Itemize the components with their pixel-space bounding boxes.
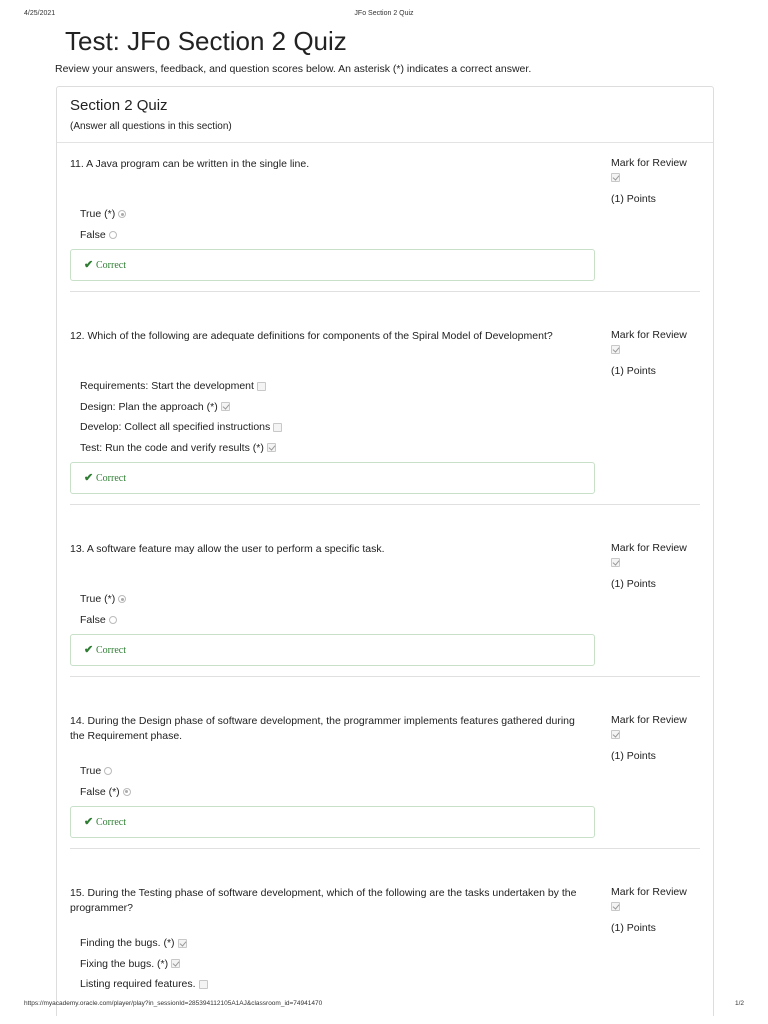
mark-for-review-label: Mark for Review	[611, 542, 687, 554]
answer-option[interactable]	[80, 782, 131, 803]
question-text: 13. A software feature may allow the user to perform a specific task.	[70, 543, 385, 555]
radio-button[interactable]	[109, 616, 117, 624]
feedback-text: Correct	[96, 260, 126, 271]
print-date: 4/25/2021	[24, 10, 56, 17]
feedback-text: Correct	[96, 817, 126, 828]
radio-button[interactable]	[118, 595, 126, 603]
page-title: Test: JFo Section 2 Quiz	[65, 26, 347, 56]
print-footer	[24, 1000, 744, 1010]
mark-for-review-checkbox[interactable]	[611, 345, 620, 354]
mark-for-review-label: Mark for Review	[611, 329, 687, 341]
radio-button[interactable]	[118, 210, 126, 218]
option-label: False	[80, 228, 106, 241]
print-title: JFo Section 2 Quiz	[354, 10, 414, 17]
checkbox[interactable]	[221, 402, 230, 411]
answer-option[interactable]	[80, 974, 208, 995]
feedback-text: Correct	[96, 473, 126, 484]
question-divider	[70, 848, 700, 849]
section-title: Section 2 Quiz	[70, 97, 168, 114]
points-label: (1) Points	[611, 365, 656, 377]
option-label: Develop: Collect all specified instructions	[80, 421, 271, 434]
option-label: True (*)	[80, 593, 116, 606]
option-label: False (*)	[80, 785, 120, 798]
radio-button[interactable]	[109, 231, 117, 239]
option-label: True	[80, 765, 102, 778]
intro-text: Review your answers, feedback, and question scores below. An asterisk (*) indicates a correct answer.	[55, 63, 532, 75]
checkbox[interactable]	[257, 382, 266, 391]
mark-for-review-checkbox[interactable]	[611, 173, 620, 182]
section-subtitle: (Answer all questions in this section)	[70, 121, 232, 132]
checkmark-icon: ✔	[84, 816, 94, 828]
answer-option[interactable]	[80, 417, 282, 438]
checkbox[interactable]	[178, 939, 187, 948]
points-label: (1) Points	[611, 578, 656, 590]
answer-option[interactable]	[80, 933, 208, 954]
question-divider	[70, 676, 700, 677]
option-label: False	[80, 613, 106, 626]
checkbox[interactable]	[273, 423, 282, 432]
checkbox[interactable]	[199, 980, 208, 989]
question-divider	[70, 291, 700, 292]
feedback-text: Correct	[96, 645, 126, 656]
option-label: Design: Plan the approach (*)	[80, 400, 218, 413]
feedback-box	[70, 634, 595, 666]
points-label: (1) Points	[611, 193, 656, 205]
option-label: Finding the bugs. (*)	[80, 937, 175, 950]
mark-for-review-label: Mark for Review	[611, 886, 687, 898]
radio-button[interactable]	[123, 788, 131, 796]
option-label: Listing required features.	[80, 978, 196, 991]
answer-options	[80, 933, 208, 995]
checkmark-icon: ✔	[84, 259, 94, 271]
answer-option[interactable]	[80, 589, 126, 610]
answer-option[interactable]	[80, 204, 126, 225]
mark-for-review-label: Mark for Review	[611, 157, 687, 169]
mark-for-review-checkbox[interactable]	[611, 730, 620, 739]
answer-option[interactable]	[80, 954, 208, 975]
answer-option[interactable]	[80, 225, 126, 246]
radio-button[interactable]	[104, 767, 112, 775]
mark-for-review-label: Mark for Review	[611, 714, 687, 726]
print-header	[24, 10, 744, 22]
points-label: (1) Points	[611, 750, 656, 762]
points-label: (1) Points	[611, 922, 656, 934]
page-url: https://myacademy.oracle.com/player/play?in_sessionId=285394112105A1AJ&classroom_id=74941470	[24, 1000, 323, 1007]
answer-option[interactable]	[80, 761, 131, 782]
page-number: 1/2	[734, 1000, 744, 1007]
option-label: Requirements: Start the development	[80, 380, 254, 393]
mark-for-review-checkbox[interactable]	[611, 902, 620, 911]
question-text: 15. During the Testing phase of software development, which of the following are the tasks undertaken by the programmer?	[70, 887, 577, 914]
mark-for-review-checkbox[interactable]	[611, 558, 620, 567]
question-text: 12. Which of the following are adequate definitions for components of the Spiral Model of Development?	[70, 330, 553, 342]
answer-option[interactable]	[80, 438, 282, 459]
answer-options	[80, 589, 126, 630]
checkmark-icon: ✔	[84, 472, 94, 484]
answer-options	[80, 204, 126, 245]
section-header	[57, 87, 713, 143]
answer-option[interactable]	[80, 397, 282, 418]
question-text: 11. A Java program can be written in the single line.	[70, 158, 310, 170]
answer-options	[80, 761, 131, 802]
answer-options	[80, 376, 282, 458]
quiz-section-card	[56, 86, 714, 1016]
question-text: 14. During the Design phase of software development, the programmer implements features gathered during the Requirement phase.	[70, 715, 575, 742]
option-label: Fixing the bugs. (*)	[80, 957, 169, 970]
checkbox[interactable]	[171, 959, 180, 968]
feedback-box	[70, 806, 595, 838]
checkmark-icon: ✔	[84, 644, 94, 656]
feedback-box	[70, 249, 595, 281]
answer-option[interactable]	[80, 376, 282, 397]
option-label: True (*)	[80, 208, 116, 221]
checkbox[interactable]	[267, 443, 276, 452]
feedback-box	[70, 462, 595, 494]
option-label: Test: Run the code and verify results (*)	[80, 441, 264, 454]
question-divider	[70, 504, 700, 505]
answer-option[interactable]	[80, 610, 126, 631]
